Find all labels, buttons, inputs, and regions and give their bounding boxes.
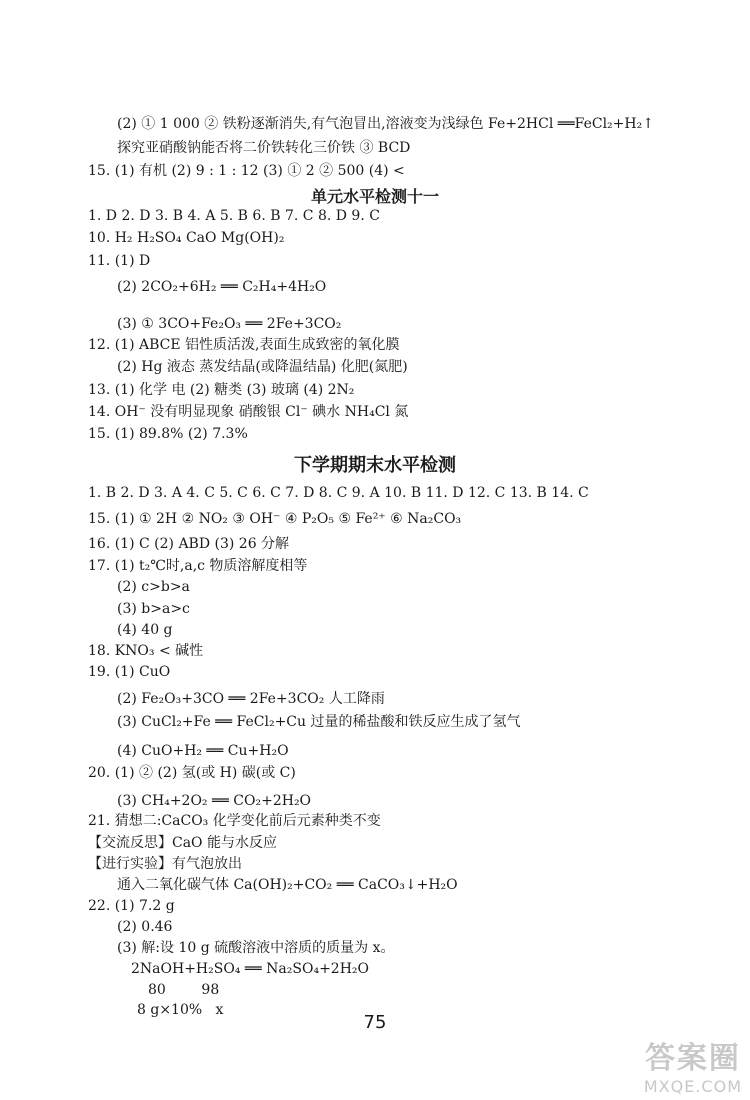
answer-line: (3) 解:设 10 g 硫酸溶液中溶质的质量为 x。 [117,940,395,956]
section-heading: 单元水平检测十一 [310,187,439,206]
answer-line: (2) 2CO₂+6H₂ ══ C₂H₄+4H₂O [117,279,327,295]
answer-line: 22. (1) 7.2 g [88,898,175,914]
answer-line: 15. (1) 89.8% (2) 7.3% [88,426,248,442]
answer-line: 14. OH⁻ 没有明显现象 硝酸银 Cl⁻ 碘水 NH₄Cl 氮 [88,404,409,420]
answer-line: (3) CH₄+2O₂ ══ CO₂+2H₂O [117,793,312,809]
watermark-text: 答案圈 [644,1041,741,1076]
answer-line: 19. (1) CuO [88,664,171,680]
answer-line: 13. (1) 化学 电 (2) 糖类 (3) 玻璃 (4) 2N₂ [88,382,355,398]
answer-line: 通入二氧化碳气体 Ca(OH)₂+CO₂ ══ CaCO₃↓+H₂O [117,877,458,893]
answer-line: (3) CuCl₂+Fe ══ FeCl₂+Cu 过量的稀盐酸和铁反应生成了氢气 [117,714,521,730]
answer-line: 20. (1) ② (2) 氢(或 H) 碳(或 C) [88,765,296,781]
answer-line: 18. KNO₃ < 碱性 [88,643,204,659]
answer-line: 80 98 [148,982,220,998]
answer-line: 【交流反思】CaO 能与水反应 [88,835,277,851]
section-heading: 下学期期末水平检测 [294,455,456,476]
answer-line: 12. (1) ABCE 铝性质活泼,表面生成致密的氧化膜 [88,337,400,353]
answer-line: (2) ① 1 000 ② 铁粉逐渐消失,有气泡冒出,溶液变为浅绿色 Fe+2HCl ══FeCl₂+H₂↑ [117,116,654,132]
answer-line: (3) b>a>c [117,601,190,617]
watermark-logo [644,1033,742,1096]
answer-line: 11. (1) D [88,253,151,269]
answer-line: 15. (1) ① 2H ② NO₂ ③ OH⁻ ④ P₂O₅ ⑤ Fe²⁺ ⑥ Na₂CO₃ [88,511,462,527]
answer-line: (2) 0.46 [117,919,173,935]
answer-line: 21. 猜想二:CaCO₃ 化学变化前后元素种类不变 [88,813,381,829]
answer-line: (4) CuO+H₂ ══ Cu+H₂O [117,743,289,759]
answer-line: 【进行实验】有气泡放出 [88,856,242,872]
watermark-url: MXQE.COM [643,1077,742,1096]
answer-line: 1. B 2. D 3. A 4. C 5. C 6. C 7. D 8. C 9. A 10. B 11. D 12. C 13. B 14. C [88,485,589,501]
answer-line: (2) Fe₂O₃+3CO ══ 2Fe+3CO₂ 人工降雨 [117,691,385,707]
answer-line: (2) c>b>a [117,579,190,595]
answer-line: 探究亚硝酸钠能否将二价铁转化三价铁 ③ BCD [117,140,411,156]
answer-line: 16. (1) C (2) ABD (3) 26 分解 [88,536,290,552]
answer-line: 8 g×10% x [137,1002,224,1018]
answer-line: 2NaOH+H₂SO₄ ══ Na₂SO₄+2H₂O [131,961,370,977]
answer-line: 15. (1) 有机 (2) 9 : 1 : 12 (3) ① 2 ② 500 (4) < [88,163,405,179]
answer-line: (3) ① 3CO+Fe₂O₃ ══ 2Fe+3CO₂ [117,316,342,332]
page-number: 75 [363,1012,387,1033]
answer-line: 1. D 2. D 3. B 4. A 5. B 6. B 7. C 8. D 9. C [88,208,380,224]
answer-line: 17. (1) t₂℃时,a,c 物质溶解度相等 [88,558,308,574]
answer-line: (2) Hg 液态 蒸发结晶(或降温结晶) 化肥(氮肥) [117,359,408,375]
answer-line: (4) 40 g [117,622,173,638]
answer-line: 10. H₂ H₂SO₄ CaO Mg(OH)₂ [88,230,285,246]
